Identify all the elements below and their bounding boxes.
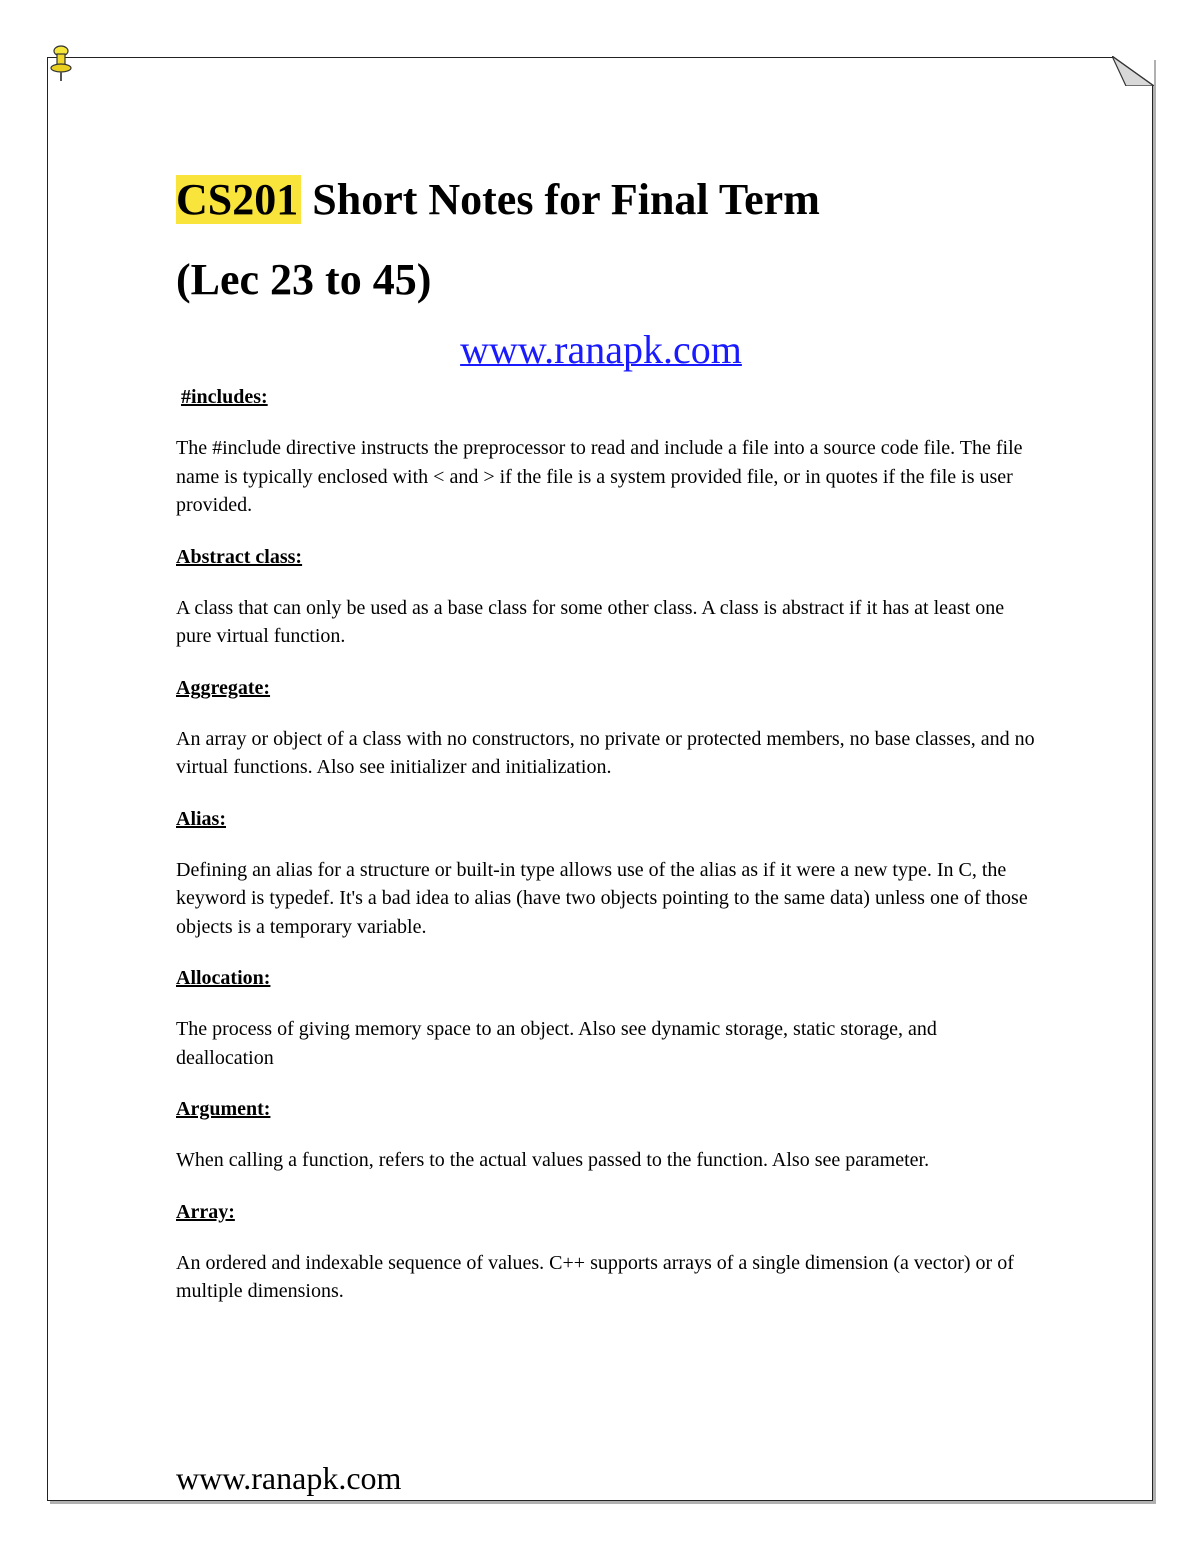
glossary-definition: An ordered and indexable sequence of values. C++ supports arrays of a single dimension (a vector) or of multiple dimensions. [176, 1251, 1014, 1302]
pushpin-icon [48, 44, 74, 84]
document-content [176, 170, 1036, 1330]
glossary-term: Alias: [176, 807, 226, 830]
glossary-definition: An array or object of a class with no constructors, no private or protected members, no base classes, and no virtual functions. Also see initializer and initialization. [176, 727, 1035, 778]
page-fold-icon [1112, 56, 1154, 86]
glossary-term: Array: [176, 1200, 235, 1223]
glossary-term: Aggregate: [176, 676, 271, 699]
glossary-term: Abstract class: [176, 545, 303, 568]
title-text: Short Notes for Final Term [301, 175, 820, 224]
website-link[interactable]: www.ranapk.com [460, 327, 742, 372]
document-title [176, 170, 1036, 230]
glossary-list [176, 384, 1036, 1306]
glossary-term: #includes: [181, 386, 268, 408]
glossary-term: Allocation: [176, 967, 271, 989]
footer-url: www.ranapk.com [176, 1460, 402, 1496]
glossary-definition: When calling a function, refers to the actual values passed to the function. Also see parameter. [176, 1149, 930, 1171]
glossary-definition: The process of giving memory space to an object. Also see dynamic storage, static storage, and deallocation [176, 1018, 937, 1069]
course-code-highlight: CS201 [176, 175, 301, 224]
glossary-definition: The #include directive instructs the preprocessor to read and include a file into a source code file. The file name is typically enclosed with < and > if the file is a system provided file, or in quotes if the file is user provided. [176, 437, 1023, 516]
document-subtitle: (Lec 23 to 45) [176, 255, 432, 304]
glossary-definition: A class that can only be used as a base class for some other class. A class is abstract if it has at least one pure virtual function. [176, 596, 1005, 647]
glossary-definition: Defining an alias for a structure or built-in type allows use of the alias as if it were a new type. In C, the keyword is typedef. It's a bad idea to alias (have two objects pointing to the same data) unless one of those objects is a temporary variable. [176, 858, 1028, 938]
glossary-term: Argument: [176, 1098, 271, 1120]
